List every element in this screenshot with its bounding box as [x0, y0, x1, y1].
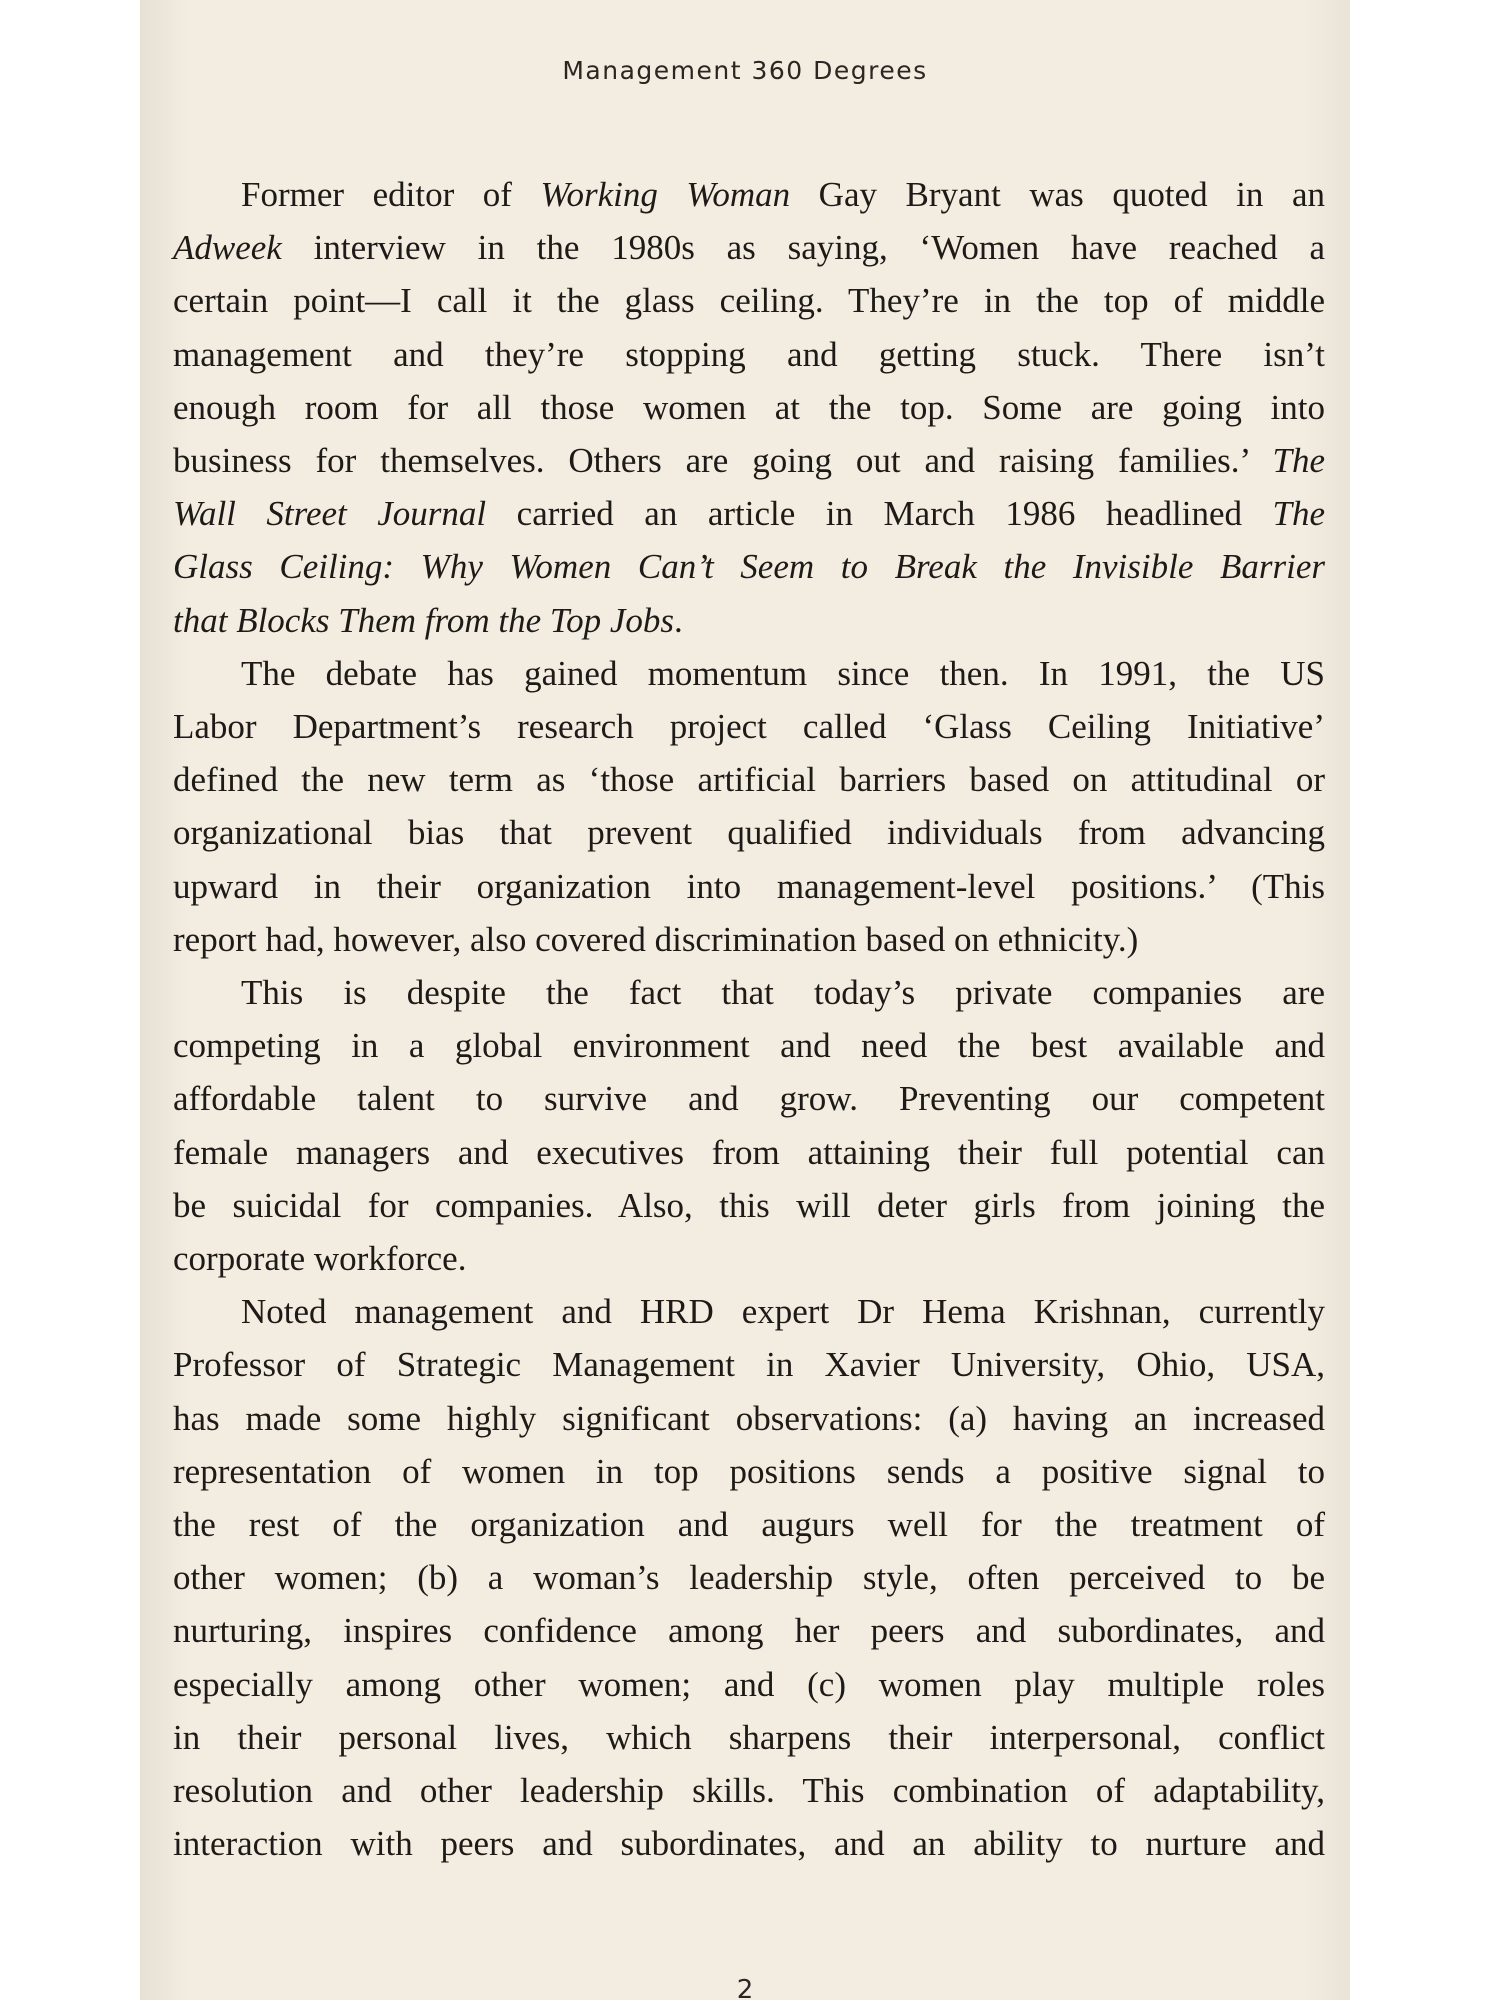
text-line — [173, 1072, 1325, 1125]
text-line — [173, 1817, 1325, 1870]
text-line — [173, 1285, 1325, 1338]
text-segment: enough room for all those women at the top. Some are going into — [173, 387, 1325, 427]
text-line — [173, 1658, 1325, 1711]
text-line — [173, 221, 1325, 274]
text-segment: Professor of Strategic Management in Xavier University, Ohio, USA, — [173, 1345, 1325, 1385]
text-line — [173, 1445, 1325, 1498]
text-segment: carried an article in March 1986 headlined — [486, 494, 1273, 534]
text-segment: management and they’re stopping and getting stuck. There isn’t — [173, 334, 1325, 374]
text-segment: resolution and other leadership skills. This combination of adaptability, — [173, 1771, 1325, 1811]
text-segment: report had, however, also covered discrimination based on ethnicity.) — [173, 919, 1139, 959]
text-segment: certain point—I call it the glass ceiling. They’re in the top of middle — [173, 281, 1325, 321]
text-segment: Former editor of — [241, 175, 541, 214]
text-line — [173, 1232, 1325, 1285]
text-segment: Noted management and HRD expert Dr Hema Krishnan, currently — [241, 1292, 1325, 1332]
text-segment: nurturing, inspires confidence among her peers and subordinates, and — [173, 1611, 1325, 1651]
italic-title: The — [1272, 494, 1325, 534]
text-line — [173, 1019, 1325, 1072]
text-line — [173, 381, 1325, 434]
text-segment: The debate has gained momentum since then. In 1991, the US — [241, 653, 1325, 693]
text-line — [173, 1338, 1325, 1391]
text-line — [173, 647, 1325, 700]
text-segment: Gay Bryant was quoted in an — [790, 175, 1325, 214]
text-line — [173, 700, 1325, 753]
text-segment: affordable talent to survive and grow. Preventing our competent — [173, 1079, 1325, 1119]
text-segment: representation of women in top positions sends a positive signal to — [173, 1451, 1325, 1491]
text-line — [173, 1392, 1325, 1445]
italic-title: The — [1272, 441, 1325, 481]
body-text — [173, 168, 1325, 1871]
paragraph — [173, 966, 1325, 1285]
text-segment: the rest of the organization and augurs well for the treatment of — [173, 1505, 1325, 1545]
text-line — [173, 1498, 1325, 1551]
text-line — [173, 1179, 1325, 1232]
text-segment: upward in their organization into management-level positions.’ (This — [173, 866, 1325, 906]
italic-title: Wall Street Journal — [173, 494, 487, 534]
text-line — [173, 913, 1325, 966]
italic-title: Glass Ceiling: Why Women Can’t Seem to Break the Invisible Barrier — [173, 547, 1325, 587]
text-line — [173, 1551, 1325, 1604]
text-line — [173, 860, 1325, 913]
text-line — [173, 328, 1325, 381]
text-segment: be suicidal for companies. Also, this will deter girls from joining the — [173, 1185, 1325, 1225]
text-line — [173, 274, 1325, 327]
paragraph — [173, 1285, 1325, 1870]
text-line — [173, 806, 1325, 859]
text-line — [173, 1711, 1325, 1764]
running-head: Management 360 Degrees — [562, 56, 928, 85]
text-segment: especially among other women; and (c) women play multiple roles — [173, 1664, 1325, 1704]
text-line — [173, 1764, 1325, 1817]
text-segment: defined the new term as ‘those artificial barriers based on attitudinal or — [173, 760, 1325, 800]
text-line — [173, 1126, 1325, 1179]
text-line — [173, 487, 1325, 540]
text-segment: corporate workforce. — [173, 1239, 467, 1279]
text-segment: female managers and executives from attaining their full potential can — [173, 1132, 1325, 1172]
book-page — [140, 0, 1350, 2005]
text-line — [173, 168, 1325, 221]
text-segment: has made some highly significant observations: (a) having an increased — [173, 1398, 1325, 1438]
text-line — [173, 753, 1325, 806]
text-line — [173, 966, 1325, 1019]
text-line — [173, 594, 1325, 647]
italic-title: Working Woman — [540, 175, 791, 214]
text-segment: Labor Department’s research project called ‘Glass Ceiling Initiative’ — [173, 707, 1325, 747]
text-segment: interview in the 1980s as saying, ‘Women have reached a — [281, 228, 1325, 268]
text-segment: in their personal lives, which sharpens their interpersonal, conflict — [173, 1717, 1325, 1757]
paragraph — [173, 647, 1325, 966]
text-segment: other women; (b) a woman’s leadership style, often perceived to be — [173, 1558, 1325, 1598]
text-segment: organizational bias that prevent qualified individuals from advancing — [173, 813, 1325, 853]
text-segment: interaction with peers and subordinates, and an ability to nurture and — [173, 1824, 1325, 1864]
text-line — [173, 1604, 1325, 1657]
text-line — [173, 434, 1325, 487]
text-segment: This is despite the fact that today’s private companies are — [241, 973, 1325, 1013]
italic-title: Adweek — [173, 228, 282, 268]
text-segment: competing in a global environment and need the best available and — [173, 1026, 1325, 1066]
text-line — [173, 540, 1325, 593]
text-segment: business for themselves. Others are going out and raising families.’ — [173, 441, 1273, 481]
page-number: 2 — [736, 1975, 754, 2005]
text-segment: . — [674, 600, 683, 640]
italic-title: that Blocks Them from the Top Jobs — [173, 600, 675, 640]
paragraph — [173, 168, 1325, 647]
